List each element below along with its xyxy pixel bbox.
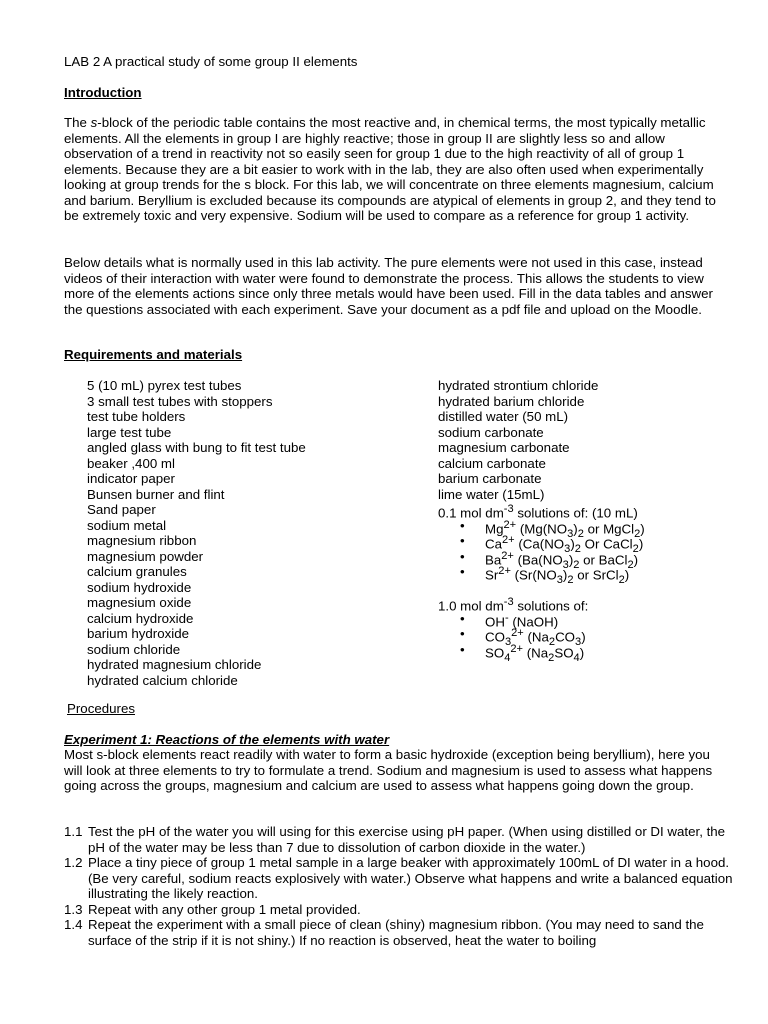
- list-item: magnesium powder: [87, 548, 204, 564]
- intro-text-italic: s: [90, 115, 98, 130]
- solutions-0.1-heading: 0.1 mol $dm^{-3}$ solutions of: (10 mL): [438, 503, 638, 521]
- step-item: [64, 855, 734, 902]
- list-item: 5 (10 mL) pyrex test tubes: [87, 378, 242, 393]
- list-item: 3 small test tubes with stoppers: [87, 393, 273, 409]
- list-item: sodium hydroxide: [87, 579, 192, 595]
- step-item: [64, 824, 734, 855]
- step-number: 1.3: [64, 901, 83, 917]
- step-text: Repeat the experiment with a small piece of clean (shiny) magnesium ribbon. (You may need to sand the surface of the strip if it is not shiny.) If no reaction is observed, heat the water to boiling: [88, 917, 704, 948]
- list-item: magnesium oxide: [87, 595, 192, 610]
- solution-item-ca: • $Ca^{2+}$ ($Ca(NO_3)_2$ Or CaCl$_2$): [438, 533, 758, 549]
- list-item: sodium carbonate: [438, 424, 544, 440]
- introduction-heading: Introduction: [64, 85, 142, 100]
- experiment-1-heading: Experiment 1: Reactions of the elements with water: [64, 732, 390, 747]
- list-item: large test tube: [87, 424, 172, 440]
- list-item: sodium chloride: [87, 641, 181, 657]
- step-number: 1.1: [64, 824, 83, 839]
- materials-column-1: [87, 378, 427, 688]
- step-text: Place a tiny piece of group 1 metal sample in a large beaker with approximately 100mL of DI water in a hood. (Be very careful, sodium reacts explosively with water.) Observe what happens and write a balanced equation illustrating the likely reaction.: [88, 855, 733, 901]
- step-text: Repeat with any other group 1 metal provided.: [88, 901, 361, 917]
- list-item: angled glass with bung to fit test tube: [87, 440, 306, 455]
- solution-item-so4: • $SO_4^{2+}$ $(Na_2SO_4)$: [438, 642, 758, 658]
- list-item: calcium granules: [87, 564, 187, 579]
- list-item: Bunsen burner and flint: [87, 486, 225, 502]
- list-item: calcium carbonate: [438, 455, 546, 471]
- materials-column-2: [438, 378, 758, 664]
- step-item: [64, 902, 734, 918]
- solution-item-ba: • $Ba^{2+}$ ($Ba(NO_3)_2$ or BaCl$_2$): [438, 549, 758, 565]
- step-text: Test the pH of the water you will using for this exercise using pH paper. (When using distilled or DI water, the pH of the water may be less than 7 due to dissolution of carbon dioxide in the water.): [88, 824, 726, 855]
- list-item: distilled water (50 mL): [438, 409, 569, 424]
- list-item: indicator paper: [87, 471, 175, 486]
- solution-item-mg: • $Mg^{2+}$ ($Mg(NO_3)_2$ or MgCl$_2$): [438, 518, 758, 534]
- solution-item-sr: • $Sr^{2+}$ ($Sr(NO_3)_2$ or SrCl$_2$): [438, 564, 758, 580]
- introduction-paragraph-2: Below details what is normally used in this lab activity. The pure elements were not used in this case, instead videos of their interaction with water were found to demonstrate the process. This allows the students to view more of the elements actions since only three metals would have been used. Fill in the data tables and answer the questions associated with each experiment. Save your document as a pdf file and upload on the Moodle.: [64, 255, 713, 317]
- experiment-1-steps: [64, 824, 734, 948]
- list-item: magnesium carbonate: [438, 440, 570, 455]
- procedures-heading: Procedures: [67, 701, 135, 716]
- introduction-paragraph-1: [64, 115, 724, 224]
- list-item: hydrated barium chloride: [438, 393, 585, 409]
- step-number: 1.4: [64, 917, 83, 932]
- experiment-1-intro: Most s-block elements react readily with water to form a basic hydroxide (exception being beryllium), here you will look at three elements to try to formulate a trend. Sodium and magnesium is used to assess what happens going across the groups, magnesium and calcium are used to assess what happens going down the group.: [64, 747, 713, 793]
- list-item: hydrated strontium chloride: [438, 378, 599, 393]
- list-item: magnesium ribbon: [87, 533, 197, 548]
- solutions-1.0-heading: 1.0 mol $dm^{-3}$ solutions of:: [438, 596, 589, 614]
- list-item: hydrated magnesium chloride: [87, 657, 262, 672]
- list-item: hydrated calcium chloride: [87, 672, 238, 688]
- list-item: lime water (15mL): [438, 486, 545, 502]
- page-title: LAB 2 A practical study of some group II elements: [64, 54, 358, 69]
- step-number: 1.2: [64, 855, 83, 870]
- list-item: Sand paper: [87, 502, 156, 517]
- intro-text-body: -block of the periodic table contains the most reactive and, in chemical terms, the most typically metallic elements. All the elements in group I are highly reactive; those in group II are slightly less so and allow observation of a trend in reactivity not so easily seen for group 1 due to the high reactivity of all of group 1 elements. Because they are a bit easier to work with in the lab, they are also often used when experimentally looking at group trends for the s block. For this lab, we will concentrate on three elements magnesium, calcium and barium. Beryllium is excluded because its compounds are atypical of elements in group 2, and they tend to be extremely toxic and very expensive. Sodium will be used to compare as a reference for group 1 activity.: [64, 115, 716, 223]
- list-item: calcium hydroxide: [87, 610, 194, 626]
- intro-text-lead: The: [64, 115, 91, 130]
- solution-item-co3: • $CO_3^{2+}$ $(Na_2CO_3)$: [438, 626, 758, 642]
- list-item: beaker ,400 ml: [87, 455, 175, 471]
- requirements-heading: Requirements and materials: [64, 347, 243, 362]
- list-item: test tube holders: [87, 409, 186, 424]
- solution-item-oh: • OH- (NaOH): [438, 611, 758, 627]
- list-item: barium carbonate: [438, 471, 542, 486]
- list-item: sodium metal: [87, 517, 167, 533]
- list-item: barium hydroxide: [87, 626, 189, 641]
- step-item: [64, 917, 734, 948]
